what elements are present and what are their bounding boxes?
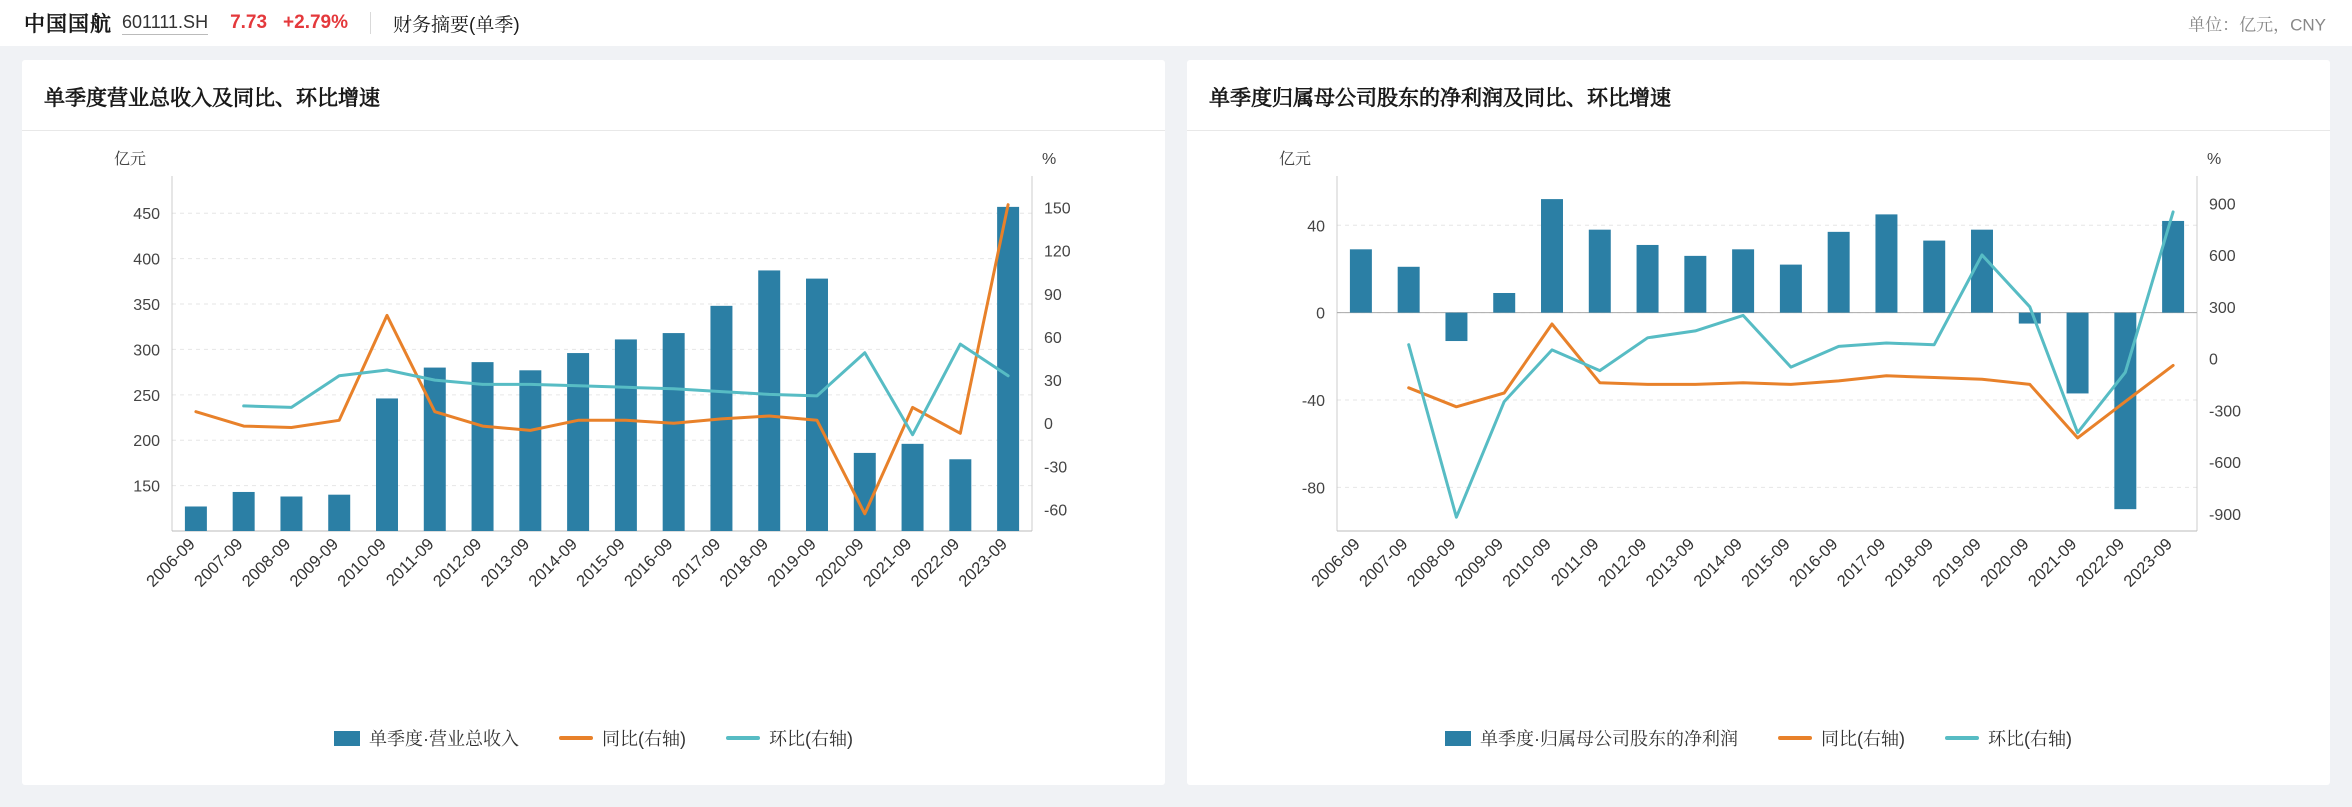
svg-text:2008-09: 2008-09 <box>1403 535 1460 591</box>
svg-text:-60: -60 <box>1044 502 1068 520</box>
svg-text:2021-09: 2021-09 <box>2024 535 2081 591</box>
svg-text:-300: -300 <box>2209 403 2242 421</box>
legend-item-qoq[interactable] <box>726 725 853 751</box>
svg-text:2012-09: 2012-09 <box>1594 535 1651 591</box>
svg-text:2020-09: 2020-09 <box>1977 535 2033 591</box>
svg-text:2007-09: 2007-09 <box>190 535 247 591</box>
header-section-title: 财务摘要(单季) <box>393 14 520 36</box>
unit-note: 单位：亿元，CNY <box>2188 15 2326 35</box>
svg-text:2023-09: 2023-09 <box>955 535 1011 591</box>
bar-swatch-icon <box>1445 731 1471 746</box>
app-header <box>0 0 2352 46</box>
svg-text:2011-09: 2011-09 <box>1547 535 1603 590</box>
svg-text:2008-09: 2008-09 <box>238 535 295 591</box>
panel-title-revenue: 单季度营业总收入及同比、环比增速 <box>22 60 1165 131</box>
line-swatch-yoy-icon <box>1778 736 1812 740</box>
svg-text:250: 250 <box>133 387 160 405</box>
svg-text:2013-09: 2013-09 <box>477 535 534 591</box>
svg-text:2023-09: 2023-09 <box>2120 535 2176 591</box>
svg-text:2012-09: 2012-09 <box>429 535 486 591</box>
svg-text:2011-09: 2011-09 <box>382 535 438 590</box>
svg-text:-40: -40 <box>1301 392 1325 410</box>
svg-text:40: 40 <box>1307 218 1325 236</box>
stock-name: 中国国航 <box>24 13 112 36</box>
svg-text:2021-09: 2021-09 <box>859 535 916 591</box>
svg-text:2017-09: 2017-09 <box>668 535 725 591</box>
svg-text:2016-09: 2016-09 <box>1785 535 1842 591</box>
svg-text:450: 450 <box>133 206 160 224</box>
svg-text:亿元: 亿元 <box>114 151 147 168</box>
svg-text:2016-09: 2016-09 <box>620 535 677 591</box>
chart-netprofit <box>1187 131 2330 751</box>
stock-code[interactable]: 601111.SH <box>122 12 208 35</box>
svg-text:300: 300 <box>133 342 160 360</box>
svg-text:2010-09: 2010-09 <box>1499 535 1555 591</box>
svg-text:150: 150 <box>1044 200 1071 218</box>
svg-text:2015-09: 2015-09 <box>1738 535 1794 591</box>
legend-revenue <box>22 725 1165 751</box>
svg-text:350: 350 <box>133 297 160 315</box>
svg-text:亿元: 亿元 <box>1279 151 1312 168</box>
legend-label-yoy: 同比(右轴) <box>1821 729 1905 749</box>
svg-text:0: 0 <box>1044 416 1053 434</box>
chart-netprofit-svg <box>1187 131 2317 751</box>
panel-revenue <box>22 60 1165 785</box>
line-swatch-yoy-icon <box>559 736 593 740</box>
svg-text:200: 200 <box>133 433 160 451</box>
svg-text:900: 900 <box>2209 196 2236 214</box>
svg-text:2009-09: 2009-09 <box>286 535 343 591</box>
svg-text:400: 400 <box>133 251 160 269</box>
legend-label-qoq: 环比(右轴) <box>1988 729 2072 749</box>
svg-text:2019-09: 2019-09 <box>1929 535 1985 591</box>
svg-text:2022-09: 2022-09 <box>907 535 964 591</box>
svg-text:120: 120 <box>1044 243 1071 261</box>
svg-text:%: % <box>1042 151 1057 168</box>
legend-item-bar[interactable] <box>334 725 519 751</box>
legend-label-qoq: 环比(右轴) <box>769 729 853 749</box>
svg-text:2014-09: 2014-09 <box>1690 535 1746 591</box>
svg-text:30: 30 <box>1044 373 1062 391</box>
panel-title-netprofit: 单季度归属母公司股东的净利润及同比、环比增速 <box>1187 60 2330 131</box>
bar-swatch-icon <box>334 731 360 746</box>
legend-label-bar: 单季度·归属母公司股东的净利润 <box>1480 729 1738 749</box>
svg-text:2014-09: 2014-09 <box>525 535 581 591</box>
legend-item-yoy[interactable] <box>1778 725 1905 751</box>
svg-text:2018-09: 2018-09 <box>1881 535 1938 591</box>
legend-label-yoy: 同比(右轴) <box>602 729 686 749</box>
svg-text:60: 60 <box>1044 329 1062 347</box>
legend-netprofit <box>1187 725 2330 751</box>
svg-text:2018-09: 2018-09 <box>716 535 773 591</box>
svg-text:600: 600 <box>2209 248 2236 265</box>
legend-label-bar: 单季度·营业总收入 <box>369 729 519 749</box>
svg-text:2020-09: 2020-09 <box>812 535 868 591</box>
svg-text:-30: -30 <box>1044 459 1068 477</box>
legend-item-bar[interactable] <box>1445 725 1738 751</box>
svg-text:2006-09: 2006-09 <box>143 535 199 591</box>
line-swatch-qoq-icon <box>1945 736 1979 740</box>
svg-text:2007-09: 2007-09 <box>1355 535 1412 591</box>
svg-text:2015-09: 2015-09 <box>573 535 629 591</box>
panel-netprofit <box>1187 60 2330 785</box>
stock-change: +2.79% <box>283 12 349 33</box>
svg-text:2019-09: 2019-09 <box>764 535 820 591</box>
header-divider <box>370 12 371 34</box>
svg-text:0: 0 <box>2209 351 2218 369</box>
panels-container <box>0 46 2352 785</box>
line-swatch-qoq-icon <box>726 736 760 740</box>
svg-text:-80: -80 <box>1301 480 1325 498</box>
svg-text:%: % <box>2207 151 2222 168</box>
svg-text:150: 150 <box>133 478 160 496</box>
legend-item-qoq[interactable] <box>1945 725 2072 751</box>
svg-text:-600: -600 <box>2209 455 2242 472</box>
svg-text:90: 90 <box>1044 286 1062 304</box>
chart-revenue <box>22 131 1165 751</box>
svg-text:2013-09: 2013-09 <box>1642 535 1699 591</box>
svg-text:300: 300 <box>2209 299 2236 317</box>
svg-text:2010-09: 2010-09 <box>334 535 390 591</box>
svg-text:2006-09: 2006-09 <box>1308 535 1364 591</box>
svg-text:2009-09: 2009-09 <box>1451 535 1508 591</box>
chart-revenue-svg <box>22 131 1152 751</box>
svg-text:2017-09: 2017-09 <box>1833 535 1890 591</box>
stock-price: 7.73 <box>230 12 268 33</box>
svg-text:0: 0 <box>1316 305 1325 323</box>
legend-item-yoy[interactable] <box>559 725 686 751</box>
svg-text:-900: -900 <box>2209 506 2242 524</box>
svg-text:2022-09: 2022-09 <box>2072 535 2129 591</box>
